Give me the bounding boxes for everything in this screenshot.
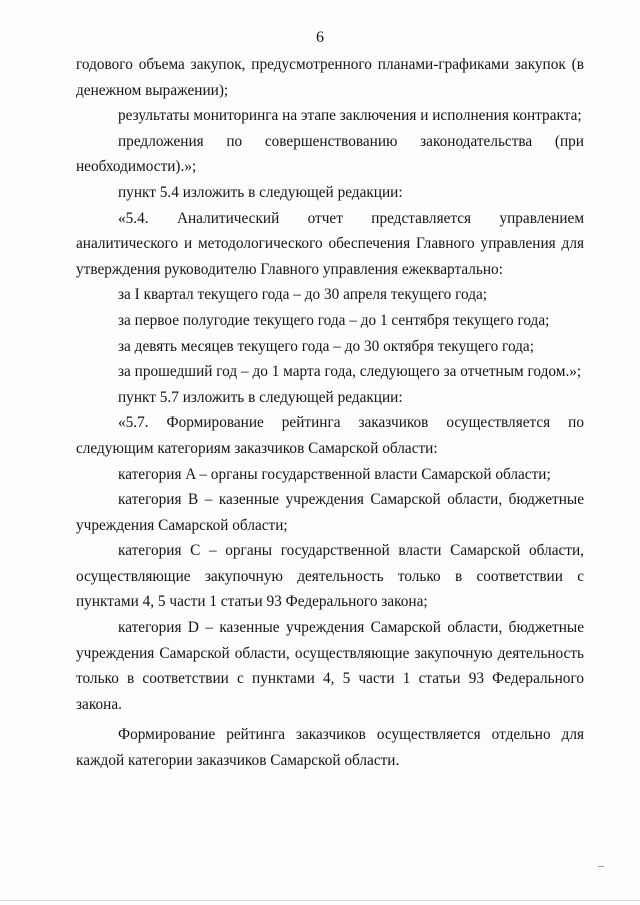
scan-edge-line: [0, 900, 640, 901]
paragraph-clause-5-7-intro: пункт 5.7 изложить в следующей редакции:: [118, 388, 403, 406]
paragraph-rating-per-category: Формирование рейтинга заказчиков осуществляется отдельно для каждой категории заказчиков Самарской области.: [76, 726, 584, 770]
paragraph-deadline-q1: за I квартал текущего года – до 30 апреля текущего года;: [118, 286, 488, 304]
paragraph-clause-5-4: «5.4. Аналитический отчет представляется управлением аналитического и методологического обеспечения Главного управления для утверждения руководителю Главного управления ежеквартально:: [76, 209, 584, 278]
paragraph-deadline-half-year: за первое полугодие текущего года – до 1 сентября текущего года;: [118, 311, 550, 329]
paragraph-category-c: категория C – органы государственной власти Самарской области, осуществляющие закупочную деятельность только в соответствии с пунктами 4, 5 части 1 статьи 93 Федерального закона;: [76, 542, 584, 611]
paragraph-clause-5-4-intro: пункт 5.4 изложить в следующей редакции:: [118, 183, 403, 201]
paragraph-category-d: категория D – казенные учреждения Самарской области, бюджетные учреждения Самарской области, осуществляющие закупочную деятельность только в соответствии с пунктами 4, 5 части 1 статьи 93 Федерального закона.: [76, 619, 584, 713]
paragraph-deadline-year: за прошедший год – до 1 марта года, следующего за отчетным годом.»;: [118, 363, 582, 381]
page-number: 6: [316, 29, 324, 46]
paragraph-monitoring-results: результаты мониторинга на этапе заключения и исполнения контракта;: [118, 107, 582, 125]
paragraph-procurement-volume: годового объема закупок, предусмотренного планами-графиками закупок (в денежном выражении);: [76, 56, 584, 99]
document-body: [76, 52, 584, 774]
paragraph-clause-5-7: «5.7. Формирование рейтинга заказчиков осуществляется по следующим категориям заказчиков Самарской области:: [76, 414, 584, 457]
paragraph-category-b: категория B – казенные учреждения Самарской области, бюджетные учреждения Самарской области;: [76, 491, 584, 534]
paragraph-deadline-nine-months: за девять месяцев текущего года – до 30 октября текущего года;: [118, 337, 534, 355]
paragraph-legislation-proposals: предложения по совершенствованию законодательства (при необходимости).»;: [76, 132, 584, 176]
scan-mark: [598, 866, 604, 867]
paragraph-category-a: категория A – органы государственной власти Самарской области;: [118, 465, 551, 483]
